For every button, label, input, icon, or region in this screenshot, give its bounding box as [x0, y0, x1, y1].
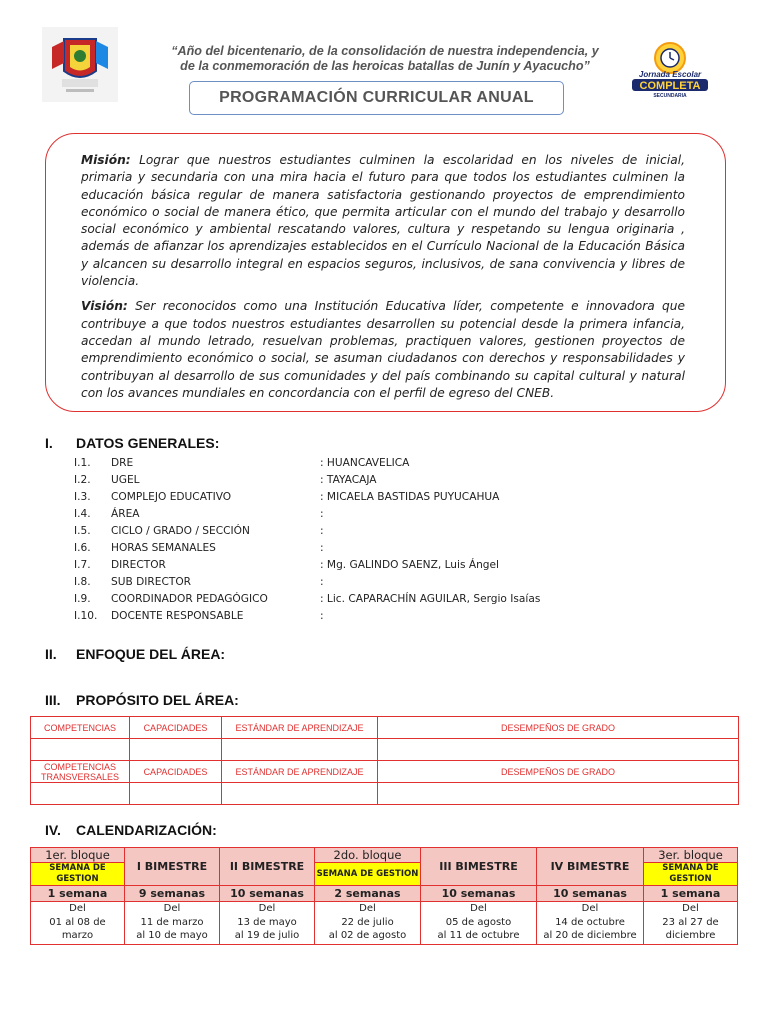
- mission-text: Lograr que nuestros estudiantes culminen la escolaridad en los niveles de inicial, primaria y secundaria con una mira hacia el futuro para que todos los estudiantes culminen la educación básica regular de manera satisfactoria gestionando proyectos de emprendimiento económico o social de manera ético, que permita articular con el mundo del trabajo y desarrollo social económico y ambiental rescatando valores, cultura y respetando su lengua originaria , además de afianzar los aprendizajes establecidos en el Currículo Nacional de la Educación Básica y alcancen su desarrollo integral en espacios seguros, inclusivos, de sana convivencia y libres de violencia.: [81, 153, 685, 289]
- datos-value: : Lic. CAPARACHÍN AGUILAR, Sergio Isaías: [320, 593, 541, 605]
- table-cell[interactable]: [31, 739, 130, 761]
- section-number: II.: [45, 646, 57, 662]
- calendar-table: [30, 847, 738, 945]
- section-number: III.: [45, 692, 61, 708]
- datos-key: COMPLEJO EDUCATIVO: [111, 491, 232, 503]
- datos-value: :: [320, 525, 324, 537]
- vision-text: Ser reconocidos como una Institución Educativa líder, competente e innovadora que contribuye a que todos nuestros estudiantes desarrollen su potencial desde la primera infancia, accedan al mundo letrado, resuelvan problemas, practiquen valores, gestionen proyectos de emprendimiento económico o social, se asuman ciudadanos con derechos y responsabilidades y contribuyan al desarrollo de sus comunidades y del país combinando su capital cultural y natural con los avances mundiales en concordancia con el perfil de egreso del CNEB.: [81, 299, 685, 400]
- bimestre-2: II BIMESTRE: [220, 848, 315, 886]
- date-cell: Del 05 de agosto al 11 de octubre: [421, 902, 537, 945]
- list-item: [74, 559, 634, 576]
- date-cell: Del 23 al 27 de diciembre: [644, 902, 738, 945]
- datos-value: :: [320, 542, 324, 554]
- date-cell: Del 14 de octubre al 20 de diciembre: [537, 902, 644, 945]
- list-item: [74, 491, 634, 508]
- header-estandar: ESTÁNDAR DE APRENDIZAJE: [222, 717, 378, 739]
- datos-value: : HUANCAVELICA: [320, 457, 410, 469]
- bimestre-4: IV BIMESTRE: [537, 848, 644, 886]
- list-item: [74, 474, 634, 491]
- datos-value: :: [320, 508, 324, 520]
- header-capacidades: CAPACIDADES: [130, 761, 222, 783]
- header-competencias-transversales: COMPETENCIAS TRANSVERSALES: [31, 761, 130, 783]
- section-number: IV.: [45, 822, 61, 838]
- list-item: [74, 542, 634, 559]
- bloque-2: 2do. bloque: [315, 848, 421, 863]
- motto-line-2: de la conmemoración de las heroicas batallas de Junín y Ayacucho”: [180, 59, 590, 73]
- section-title: DATOS GENERALES:: [76, 435, 220, 451]
- weeks-cell: 1 semana: [644, 886, 738, 902]
- table-cell[interactable]: [378, 739, 739, 761]
- datos-num: I.8.: [74, 576, 91, 588]
- logo-text-3: SECUNDARIA: [653, 93, 687, 98]
- weeks-cell: 10 semanas: [421, 886, 537, 902]
- datos-value: : Mg. GALINDO SAENZ, Luis Ángel: [320, 559, 499, 571]
- datos-key: ÁREA: [111, 508, 140, 520]
- list-item: [74, 525, 634, 542]
- date-cell: Del 22 de julio al 02 de agosto: [315, 902, 421, 945]
- date-cell: Del 01 al 08 de marzo: [31, 902, 125, 945]
- vision-label: Visión:: [81, 299, 128, 314]
- datos-generales-list: [74, 457, 634, 627]
- datos-num: I.9.: [74, 593, 91, 605]
- datos-key: SUB DIRECTOR: [111, 576, 192, 588]
- table-header-row: [31, 761, 739, 783]
- table-header-row: [31, 717, 739, 739]
- calendar-row-dates: [31, 902, 738, 945]
- section-title: CALENDARIZACIÓN:: [76, 822, 217, 838]
- jornada-escolar-logo: [628, 40, 712, 98]
- datos-value: : TAYACAJA: [320, 474, 377, 486]
- header-desempenos: DESEMPEÑOS DE GRADO: [378, 717, 739, 739]
- datos-key: UGEL: [111, 474, 140, 486]
- datos-num: I.4.: [74, 508, 91, 520]
- list-item: [74, 610, 634, 627]
- table-cell[interactable]: [222, 739, 378, 761]
- bloque-1: 1er. bloque: [31, 848, 125, 863]
- section-number: I.: [45, 435, 53, 451]
- date-cell: Del 11 de marzo al 10 de mayo: [125, 902, 220, 945]
- datos-value: :: [320, 576, 324, 588]
- datos-value: :: [320, 610, 324, 622]
- weeks-cell: 9 semanas: [125, 886, 220, 902]
- document-title: PROGRAMACIÓN CURRICULAR ANUAL: [219, 89, 534, 106]
- calendar-row-bloques: [31, 848, 738, 863]
- datos-key: DOCENTE RESPONSABLE: [111, 610, 244, 622]
- header-desempenos: DESEMPEÑOS DE GRADO: [378, 761, 739, 783]
- weeks-cell: 10 semanas: [537, 886, 644, 902]
- header-capacidades: CAPACIDADES: [130, 717, 222, 739]
- logo-text-2: COMPLETA: [639, 80, 701, 92]
- semana-gestion-3: SEMANA DE GESTION: [644, 863, 738, 886]
- mission-label: Misión:: [81, 153, 131, 167]
- datos-num: I.5.: [74, 525, 91, 537]
- datos-num: I.7.: [74, 559, 91, 571]
- date-cell: Del 13 de mayo al 19 de julio: [220, 902, 315, 945]
- weeks-cell: 1 semana: [31, 886, 125, 902]
- datos-key: COORDINADOR PEDAGÓGICO: [111, 593, 268, 605]
- section-title: PROPÓSITO DEL ÁREA:: [76, 692, 239, 708]
- section-enfoque: [45, 646, 225, 662]
- header-estandar: ESTÁNDAR DE APRENDIZAJE: [222, 761, 378, 783]
- list-item: [74, 508, 634, 525]
- semana-gestion-1: SEMANA DE GESTION: [31, 863, 125, 886]
- list-item: [74, 593, 634, 610]
- motto-line-1: “Año del bicentenario, de la consolidación de nuestra independencia, y: [171, 44, 599, 58]
- datos-key: CICLO / GRADO / SECCIÓN: [111, 525, 250, 537]
- table-cell[interactable]: [378, 783, 739, 805]
- weeks-cell: 10 semanas: [220, 886, 315, 902]
- datos-num: I.1.: [74, 457, 91, 469]
- mission-vision-box: [45, 133, 726, 412]
- weeks-cell: 2 semanas: [315, 886, 421, 902]
- document-title-box: [189, 81, 564, 115]
- datos-key: DIRECTOR: [111, 559, 166, 571]
- datos-num: I.6.: [74, 542, 91, 554]
- logo-text-1: Jornada Escolar: [638, 70, 702, 79]
- header-competencias: COMPETENCIAS: [31, 717, 130, 739]
- list-item: [74, 457, 634, 474]
- table-row: [31, 739, 739, 761]
- table-cell[interactable]: [222, 783, 378, 805]
- bloque-3: 3er. bloque: [644, 848, 738, 863]
- table-cell[interactable]: [130, 739, 222, 761]
- datos-num: I.3.: [74, 491, 91, 503]
- section-calendarizacion: [45, 822, 217, 838]
- section-title: ENFOQUE DEL ÁREA:: [76, 646, 226, 662]
- calendar-row-weeks: [31, 886, 738, 902]
- bimestre-1: I BIMESTRE: [125, 848, 220, 886]
- section-proposito: [45, 692, 239, 708]
- datos-key: DRE: [111, 457, 134, 469]
- bimestre-3: III BIMESTRE: [421, 848, 537, 886]
- proposito-table: [30, 716, 739, 805]
- list-item: [74, 576, 634, 593]
- table-cell[interactable]: [31, 783, 130, 805]
- school-logo: [42, 27, 118, 102]
- datos-value: : MICAELA BASTIDAS PUYUCAHUA: [320, 491, 500, 503]
- datos-key: HORAS SEMANALES: [111, 542, 216, 554]
- section-datos-generales: [45, 435, 219, 451]
- datos-num: I.2.: [74, 474, 91, 486]
- table-cell[interactable]: [130, 783, 222, 805]
- vision-paragraph: [81, 298, 685, 402]
- datos-num: I.10.: [74, 610, 98, 622]
- motto: [150, 44, 620, 74]
- table-row: [31, 783, 739, 805]
- mission-paragraph: [81, 152, 685, 290]
- semana-gestion-2: SEMANA DE GESTION: [315, 863, 421, 886]
